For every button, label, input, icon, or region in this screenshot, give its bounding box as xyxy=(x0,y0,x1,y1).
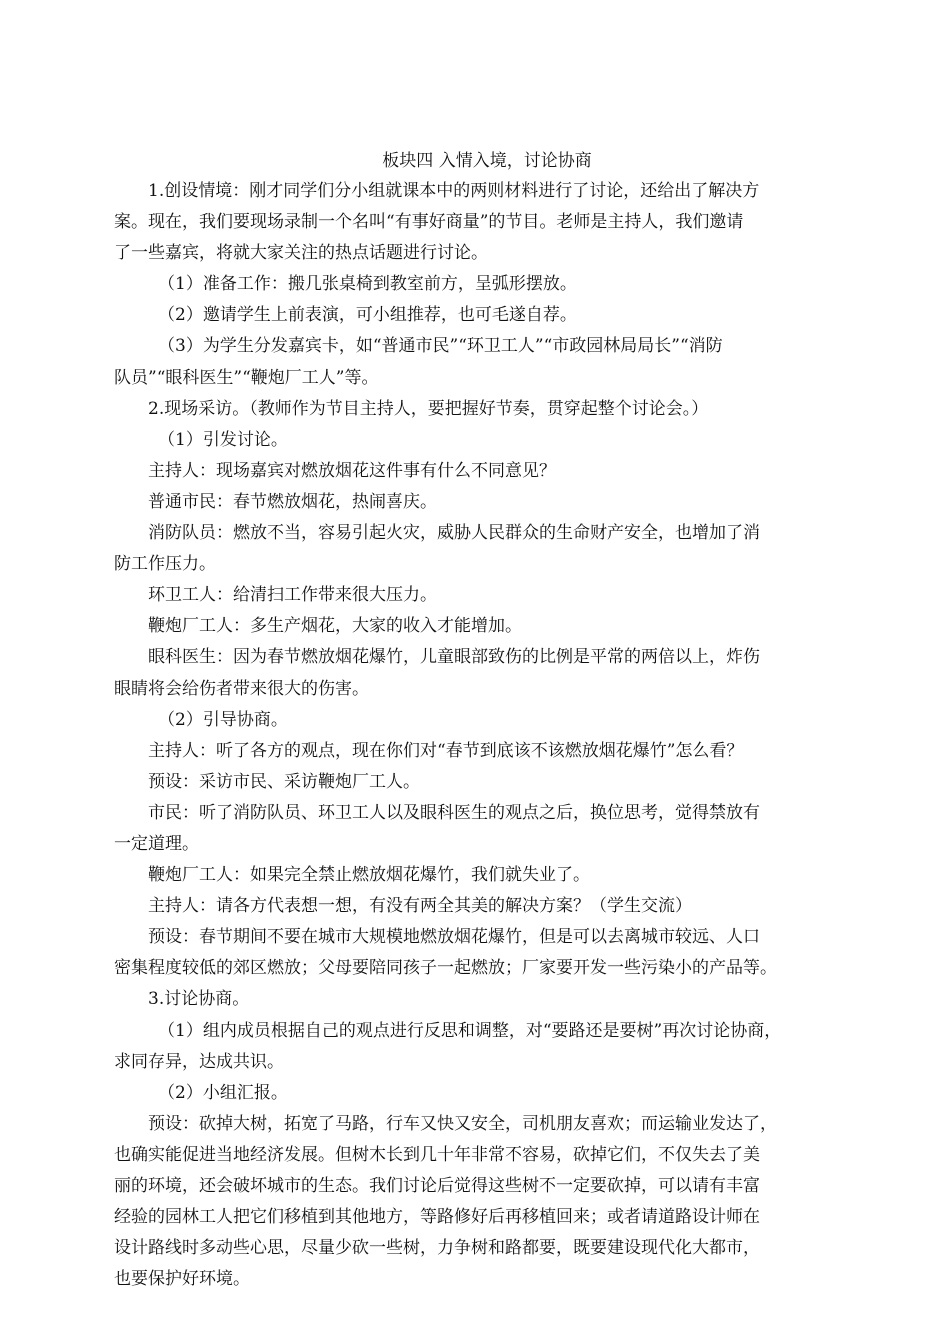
section-title: 板块四 入情入境，讨论协商 xyxy=(382,151,592,171)
paragraph-line: 了一些嘉宾，将就大家关注的热点话题进行讨论。 xyxy=(114,243,488,264)
paragraph-line: 预设：春节期间不要在城市大规模地燃放烟花爆竹，但是可以去离城市较远、人口 xyxy=(148,927,760,948)
paragraph-line: 环卫工人：给清扫工作带来很大压力。 xyxy=(148,585,437,606)
paragraph-line: 主持人：请各方代表想一想，有没有两全其美的解决方案？（学生交流） xyxy=(148,896,692,917)
paragraph-line: 一定道理。 xyxy=(114,833,199,854)
paragraph-line: （2）小组汇报。 xyxy=(158,1082,288,1103)
paragraph-line: （1）组内成员根据自己的观点进行反思和调整，对“要路还是要树”再次讨论协商， xyxy=(158,1020,782,1041)
paragraph-line: 求同存异，达成共识。 xyxy=(114,1051,284,1072)
paragraph-line: （1）准备工作：搬几张桌椅到教室前方，呈弧形摆放。 xyxy=(158,274,577,295)
paragraph-line: 鞭炮厂工人：多生产烟花，大家的收入才能增加。 xyxy=(148,616,522,637)
paragraph-line: 也确实能促进当地经济发展。但树木长到几十年非常不容易，砍掉它们，不仅失去了美 xyxy=(114,1144,760,1165)
paragraph-line: 眼科医生：因为春节燃放烟花爆竹，儿童眼部致伤的比例是平常的两倍以上，炸伤 xyxy=(148,647,760,668)
paragraph-line: 密集程度较低的郊区燃放；父母要陪同孩子一起燃放；厂家要开发一些污染小的产品等。 xyxy=(114,958,777,979)
paragraph-line: 设计路线时多动些心思，尽量少砍一些树，力争树和路都要，既要建设现代化大都市， xyxy=(114,1238,760,1259)
paragraph-line: 也要保护好环境。 xyxy=(114,1269,250,1290)
paragraph-line: 预设：采访市民、采访鞭炮厂工人。 xyxy=(148,771,420,792)
document-page xyxy=(114,146,860,1295)
paragraph-line: （3）为学生分发嘉宾卡，如“普通市民”“环卫工人”“市政园林局局长”“消防 xyxy=(158,336,723,357)
paragraph-line: 丽的环境，还会破坏城市的生态。我们讨论后觉得这些树不一定要砍掉，可以请有丰富 xyxy=(114,1176,760,1196)
paragraph-line: 预设：砍掉大树，拓宽了马路，行车又快又安全，司机朋友喜欢；而运输业发达了， xyxy=(148,1113,777,1134)
paragraph-line: 普通市民：春节燃放烟花，热闹喜庆。 xyxy=(148,491,437,512)
paragraph-line: 经验的园林工人把它们移植到其他地方，等路修好后再移植回来；或者请道路设计师在 xyxy=(114,1207,760,1228)
paragraph-line: 主持人：听了各方的观点，现在你们对“春节到底该不该燃放烟花爆竹”怎么看？ xyxy=(148,740,744,761)
paragraph-line: 队员”“眼科医生”“鞭炮厂工人”等。 xyxy=(114,367,379,388)
paragraph-line: 防工作压力。 xyxy=(114,554,216,575)
paragraph-line: 案。现在，我们要现场录制一个名叫“有事好商量”的节目。老师是主持人，我们邀请 xyxy=(114,212,744,233)
paragraph-line: （1）引发讨论。 xyxy=(158,429,288,450)
paragraph-line: 1.创设情境：刚才同学们分小组就课本中的两则材料进行了讨论，还给出了解决方 xyxy=(148,181,760,201)
paragraph-line: 眼睛将会给伤者带来很大的伤害。 xyxy=(114,678,369,699)
paragraph-line: 鞭炮厂工人：如果完全禁止燃放烟花爆竹，我们就失业了。 xyxy=(148,865,590,886)
paragraph-line: （2）引导协商。 xyxy=(158,709,288,730)
paragraph-line: 消防队员：燃放不当，容易引起火灾，威胁人民群众的生命财产安全，也增加了消 xyxy=(148,523,760,544)
paragraph-line: （2）邀请学生上前表演，可小组推荐，也可毛遂自荐。 xyxy=(158,305,577,326)
paragraph-line: 市民：听了消防队员、环卫工人以及眼科医生的观点之后，换位思考，觉得禁放有 xyxy=(148,802,760,823)
paragraph-line: 3.讨论协商。 xyxy=(148,989,250,1010)
paragraph-line: 2.现场采访。（教师作为节目主持人，要把握好节奏，贯穿起整个讨论会。） xyxy=(148,398,709,419)
paragraph-line: 主持人：现场嘉宾对燃放烟花这件事有什么不同意见？ xyxy=(148,460,556,481)
